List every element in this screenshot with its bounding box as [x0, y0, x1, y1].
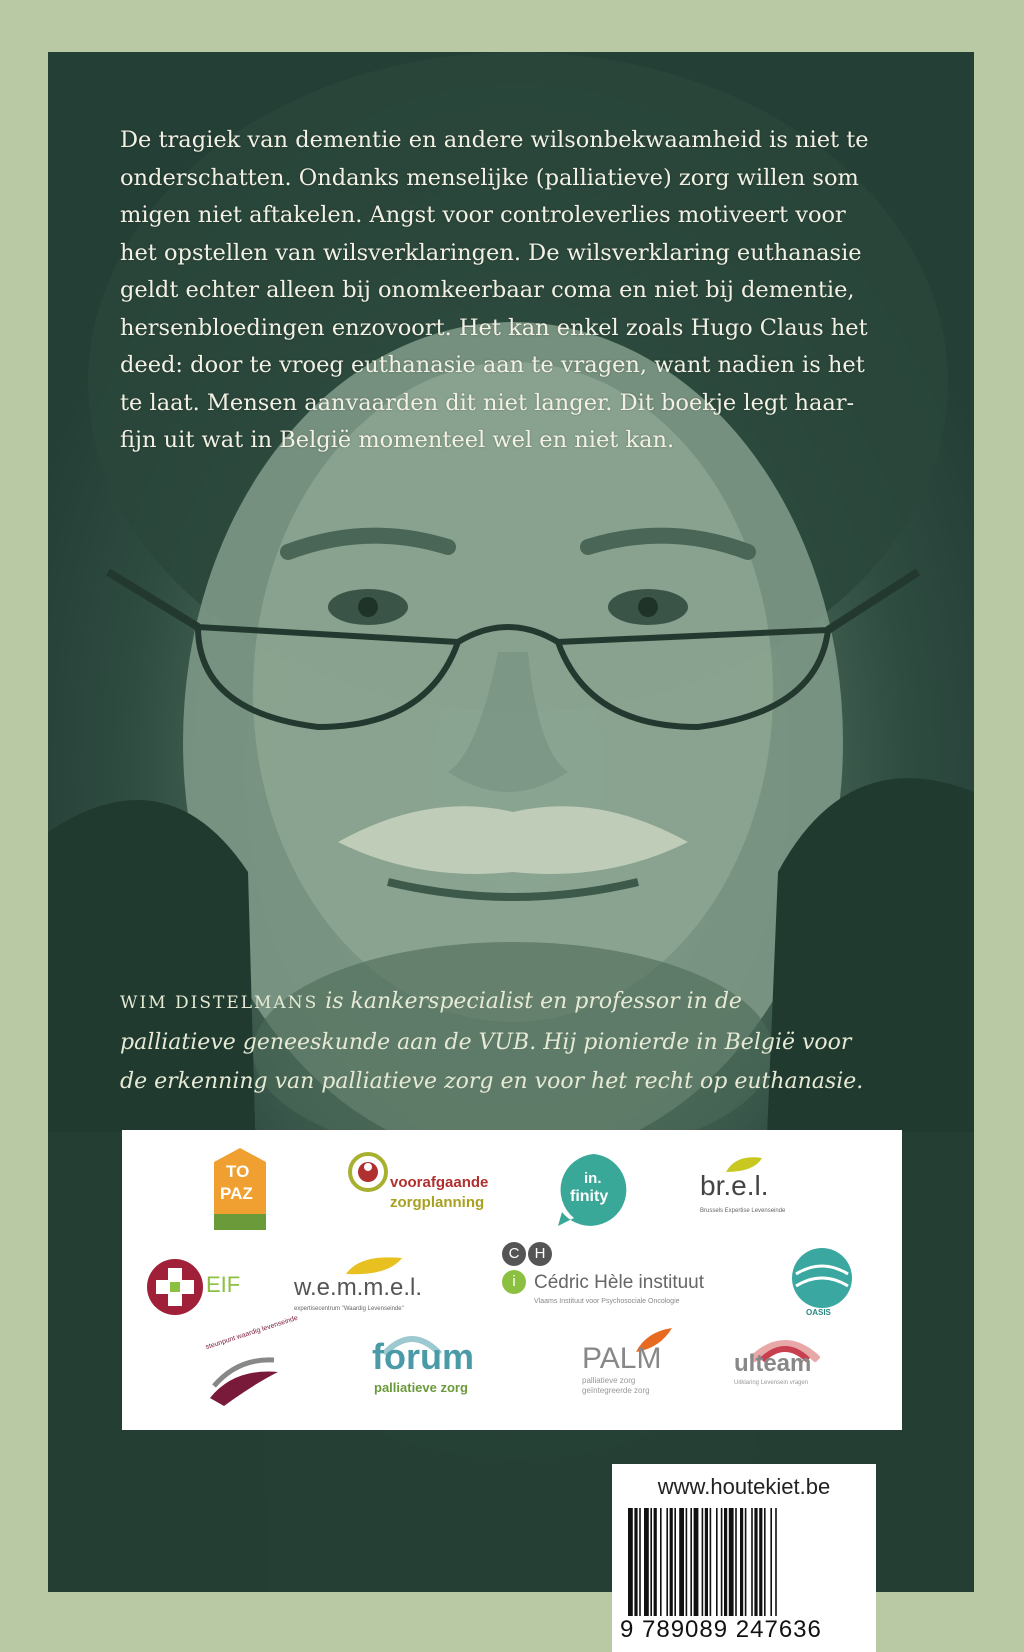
author-name: WIM DISTELMANS [120, 993, 319, 1013]
vzp-target-icon [348, 1152, 388, 1192]
barcode-bar [724, 1508, 727, 1616]
blurb-line: deed: door te vroeg euthanasie aan te vragen, want nadien is het [120, 352, 865, 378]
ulteam-text: ulteam [734, 1350, 812, 1377]
blurb-line: te laat. Mensen aanvaarden dit niet langer. Dit boekje legt haar- [120, 389, 855, 416]
barcode-bar [702, 1508, 704, 1616]
palm-subtext-1: palliatieve zorg [582, 1376, 636, 1385]
forum-logo [372, 1328, 508, 1398]
forum-subtext: palliatieve zorg [374, 1380, 468, 1395]
barcode-bar [735, 1508, 737, 1616]
eif-text: EIF [206, 1272, 241, 1297]
ulteam-logo [734, 1336, 834, 1396]
barcode-bar [644, 1508, 649, 1616]
barcode-bar [660, 1508, 662, 1616]
oasis-globe-icon [790, 1246, 854, 1310]
brel-subtext: Brussels Expertise Levenseinde [700, 1208, 786, 1214]
barcode-bar [639, 1508, 641, 1616]
wemmel-logo [294, 1254, 454, 1314]
wemmel-leaf-icon [346, 1254, 402, 1276]
vzp-text-1: voorafgaande [390, 1174, 489, 1191]
ulteam-subtext: Uitklaring Levensein vragen [734, 1380, 809, 1386]
ch-h-badge: H [528, 1242, 552, 1266]
barcode-panel [612, 1464, 876, 1652]
barcode-bar [764, 1508, 766, 1616]
barcode-bar [721, 1508, 723, 1616]
ch-i-badge: i [502, 1270, 526, 1294]
infinity-logo [556, 1152, 632, 1228]
wemmel-subtext: expertisecentrum "Waardig Levenseinde" [294, 1306, 404, 1312]
brel-logo [700, 1154, 810, 1224]
barcode-bar [674, 1508, 676, 1616]
barcode-bar [716, 1508, 718, 1616]
barcode-bar [759, 1508, 762, 1616]
barcode-bar [654, 1508, 657, 1616]
barcode-bar [666, 1508, 668, 1616]
palm-text: PALM [582, 1342, 662, 1375]
ch-c-badge: C [502, 1242, 526, 1266]
barcode-bar [628, 1508, 633, 1616]
barcode-bar [634, 1508, 637, 1616]
barcode-bar [754, 1508, 757, 1616]
barcode-bar [751, 1508, 753, 1616]
topaz-logo [214, 1148, 266, 1230]
barcode-bar [745, 1508, 747, 1616]
bio-line: palliatieve geneeskunde aan de VUB. Hij pionierde in België voor [120, 1030, 852, 1055]
palm-logo [582, 1328, 692, 1398]
blurb-line: het opstellen van wilsverklaringen. De wilsverklaring euthanasie [120, 239, 862, 266]
barcode-bar [690, 1508, 692, 1616]
blurb-line: migen niet aftakelen. Angst voor controleverlies motiveert voor [120, 202, 846, 228]
blurb-line: hersenbloedingen enzovoort. Het kan enkel zoals Hugo Claus het [120, 314, 868, 341]
forum-text: forum [372, 1336, 474, 1377]
barcode-bar [740, 1508, 743, 1616]
blurb-line: De tragiek van dementie en andere wilsonbekwaamheid is niet te [120, 127, 869, 153]
topaz-text-2: PAZ [220, 1184, 253, 1203]
barcode-bar [705, 1508, 708, 1616]
levenseinde-logo [204, 1314, 299, 1408]
barcode-bar [650, 1508, 652, 1616]
wemmel-text: w.e.m.m.e.l. [294, 1274, 423, 1301]
infinity-text-1: in. [584, 1170, 602, 1187]
infinity-text-2: finity [570, 1188, 609, 1205]
cedric-subtext: Vlaams Instituut voor Psychosociale Oncologie [534, 1298, 680, 1305]
eif-cross-icon [146, 1258, 204, 1316]
oasis-text: OASIS [806, 1308, 831, 1317]
brel-text: br.e.l. [700, 1170, 769, 1201]
barcode-bar [770, 1508, 772, 1616]
vzp-text-2: zorgplanning [390, 1194, 485, 1211]
barcode-bar [686, 1508, 688, 1616]
palm-subtext-2: geïntegreerde zorg [582, 1386, 650, 1395]
barcode-bar [679, 1508, 684, 1616]
barcode-bar [729, 1508, 734, 1616]
back-cover [48, 52, 974, 1592]
vzp-logo [348, 1152, 508, 1227]
blurb-line: geldt echter alleen bij onomkeerbaar coma en niet bij dementie, [120, 277, 855, 303]
barcode-bar [710, 1508, 712, 1616]
publisher-url: www.houtekiet.be [657, 1474, 831, 1499]
blurb-line: onderschatten. Ondanks menselijke (palliatieve) zorg willen som [120, 164, 859, 191]
partner-logos-panel [122, 1130, 902, 1430]
bio-line: de erkenning van palliatieve zorg en voor het recht op euthanasie. [120, 1069, 864, 1094]
topaz-text-1: TO [226, 1162, 250, 1181]
isbn-number: 9 789089 247636 [620, 1616, 822, 1643]
barcode-bar [694, 1508, 699, 1616]
barcode-bar [670, 1508, 673, 1616]
barcode-bar [775, 1508, 777, 1616]
blurb-text [120, 122, 910, 460]
eif-logo [146, 1258, 246, 1318]
author-bio [120, 982, 920, 1101]
blurb-line: fijn uit wat in België momenteel wel en niet kan. [120, 427, 675, 453]
cedric-hele-logo [502, 1242, 712, 1322]
oasis-logo [790, 1246, 854, 1318]
isbn-barcode [612, 1502, 876, 1622]
cedric-text: Cédric Hèle instituut [534, 1272, 705, 1293]
bio-line: is kankerspecialist en professor in de [318, 989, 742, 1014]
levenseinde-text: steunpunt waardig levenseinde [204, 1314, 299, 1352]
